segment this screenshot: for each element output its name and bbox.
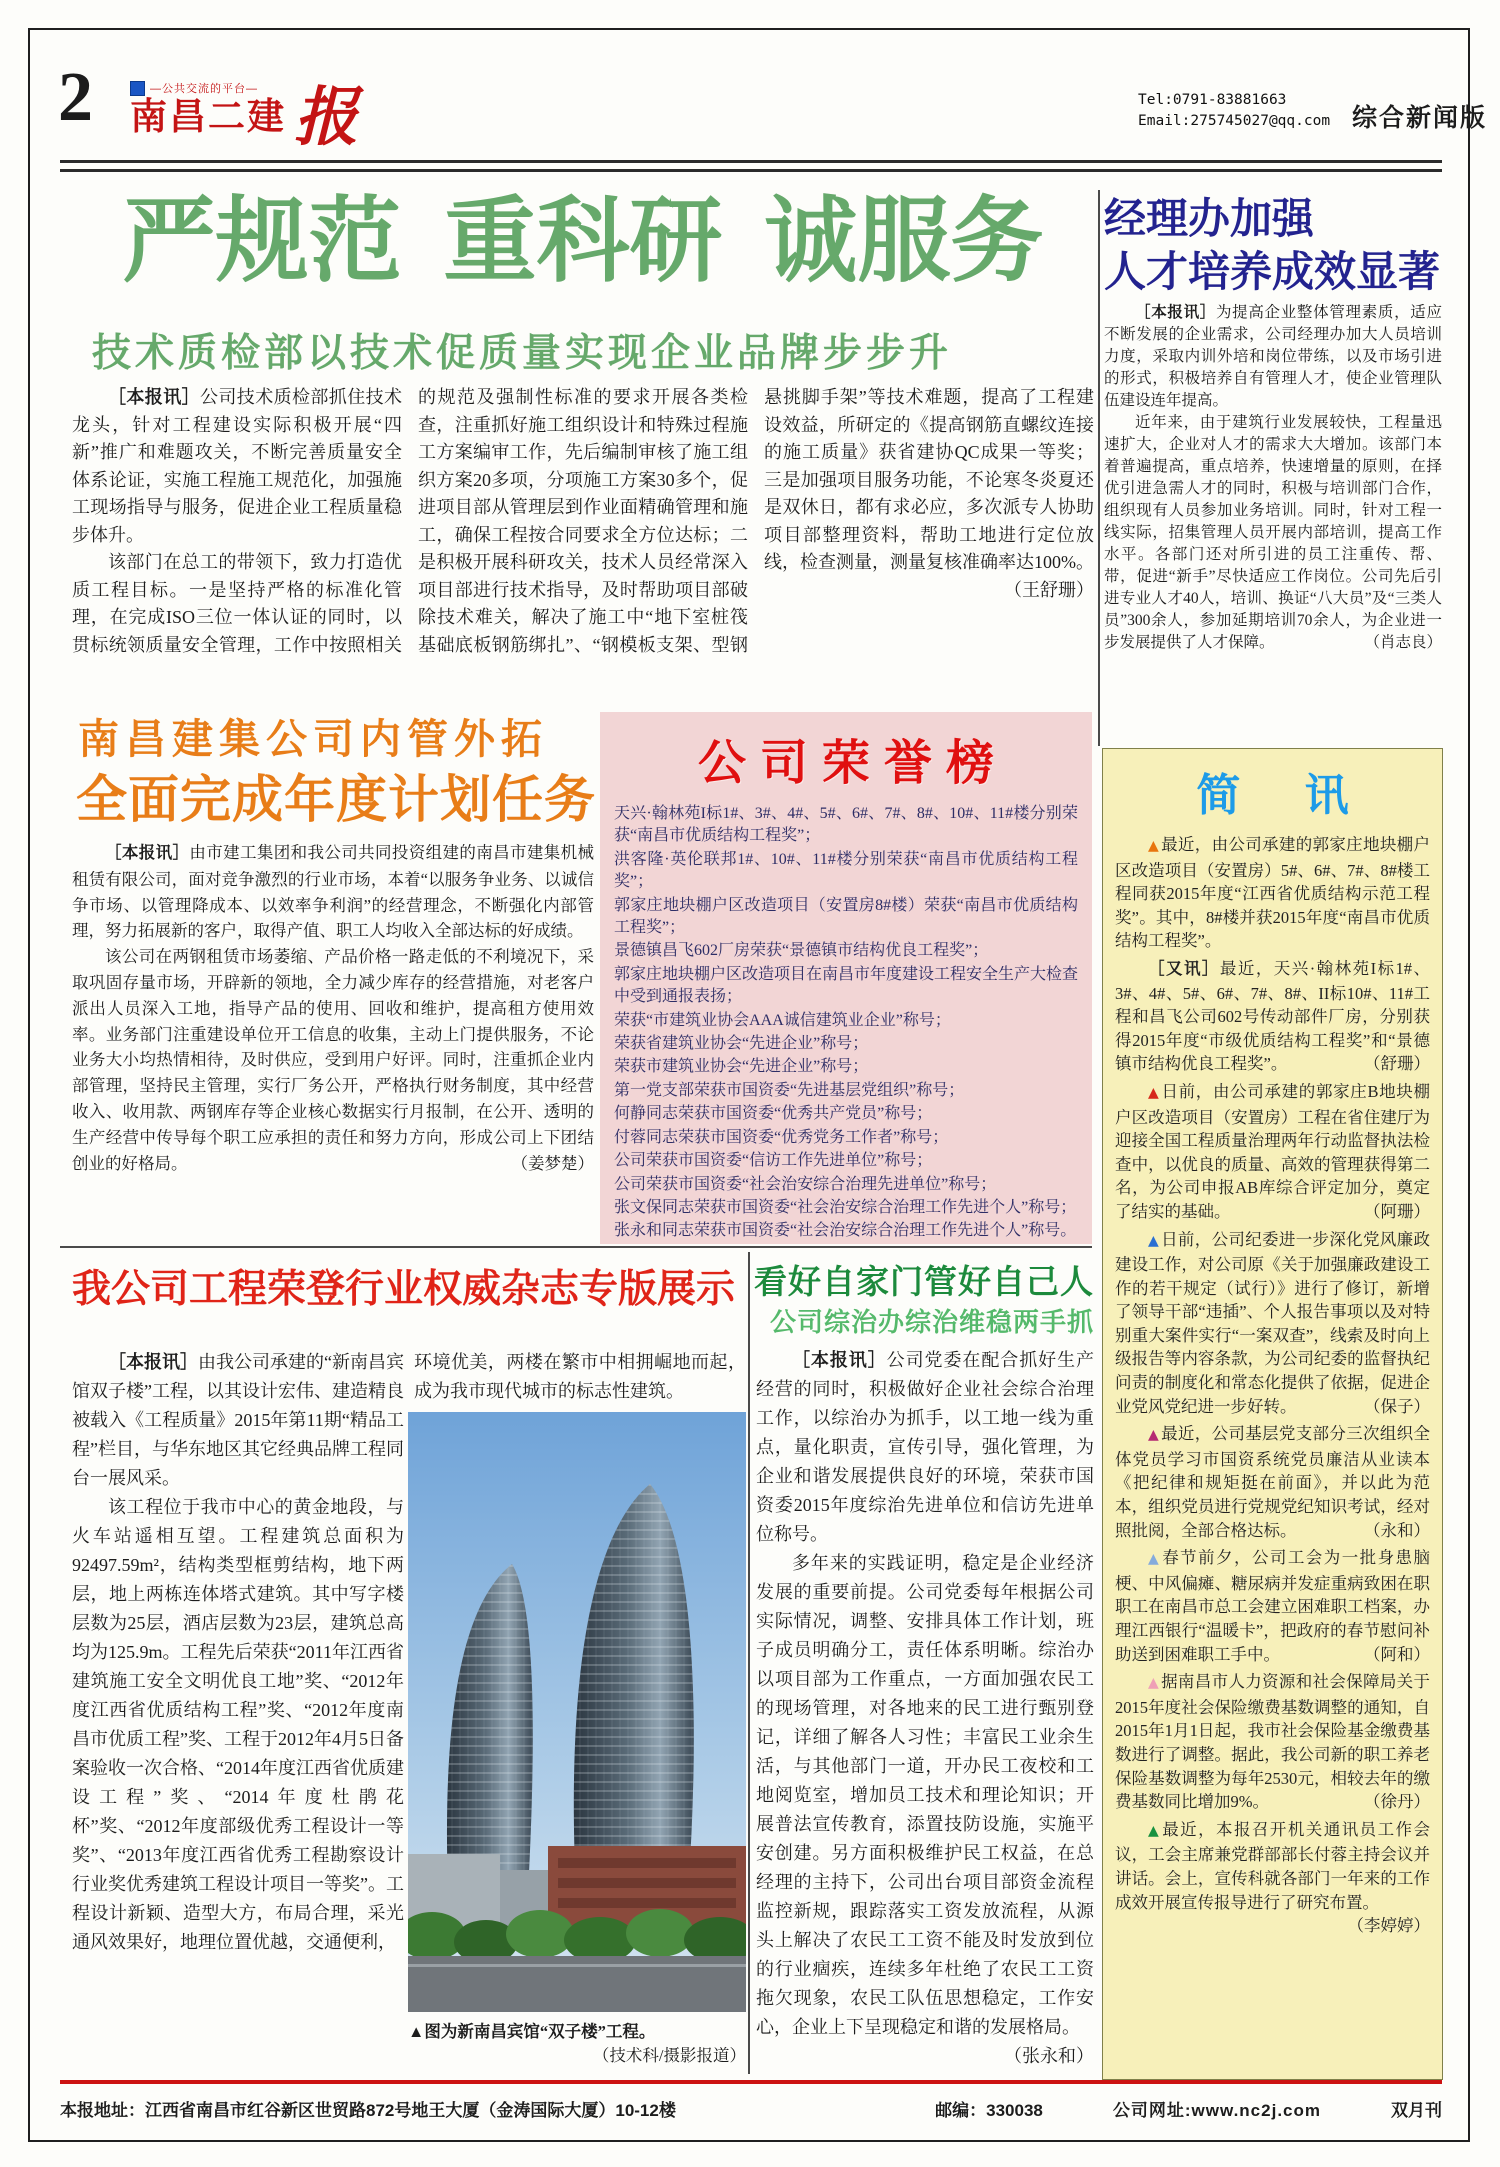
footer-postcode: 邮编：330038 (935, 2101, 1043, 2120)
lead-subheadline: 技术质检部以技术促质量实现企业品牌步步升 (92, 332, 953, 375)
brief-text: 最近，公司基层党支部分三次组织全体党员学习市国资系统党员廉洁从业读本《把纪律和规矩挺在前面》，并以此为范本，组织党员进行党规党纪知识考试，经对照批阅，全部合格达标。 (1115, 1424, 1430, 1540)
zongzhi-subheadline: 公司综治办综治维稳两手抓 (770, 1307, 1095, 1337)
jianji-headline: 全面完成年度计划任务 (76, 771, 597, 828)
brief-text: 最近，本报召开机关通讯员工作会议，工会主席兼党群部部长付蓉主持会议并讲话。会上，宣传科就各部门一年来的工作成效开展宣传报导进行了研究布置。 (1115, 1819, 1430, 1912)
brief-lede: ［又讯］ (1148, 959, 1220, 978)
honor-item: 郭家庄地块棚户区改造项目在南昌市年度建设工程安全生产大检查中受到通报表扬； (614, 965, 1079, 1006)
honor-item: 景德镇昌飞602厂房荣获“景德镇市结构优良工程奖”； (614, 942, 989, 960)
magazine-text-1: 由我公司承建的“新南昌宾馆双子楼”工程，以其设计宏伟、建造精良被载入《工程质量》2015年第11期“精品工程”栏目，与华东地区其它经典品牌工程同台一展风采。 (72, 1352, 404, 1488)
honor-item: 荣获市建筑业协会“先进企业”称号； (614, 1058, 869, 1076)
honor-item: 天兴·翰林苑I标1#、3#、4#、5#、6#、7#、8#、10#、11#楼分别荣获“南昌市优质结构工程奖”； (614, 805, 1078, 845)
bullet-triangle-icon: ▲ (1148, 1427, 1160, 1444)
lead-text-2: 该部门在总工的带领下，致力打造优质工程目标。一是坚持严格的标准化管理，在完成ISO三位一体认证的同时，以贯标统领质量安全管理，工作中按照相关的规范及强制性标准的要求开展各类检查，注重抓好施工组织设计和特殊过程施工方案编审工作，先后编制审核了施工组织方案20多项，分项施工方案30多个，促进项目部从管理层到作业面精确管理和施工，确保工程按合同要求全方位达标；二是积极开展科研攻关，技术人员经常深入项目部进行技术指导，及时帮助项目部破除技术难关，解决了施工中“地下室桩筏基础底板钢筋绑扎”、“钢模板支架、型钢悬挑脚手架”等技术难题，提高了工程建设效益，所研定的《提高钢筋直螺纹连接的施工质量》获省建协QC成果一等奖；三是加强项目服务功能，不论寒冬炎夏还是双休日，都有求必应，多次派专人协助项目部整理资料，帮助工地进行定位放线，检查测量，测量复核准确率达100%。 (72, 387, 1094, 655)
brief-item (1115, 1670, 1430, 1814)
brief-byline: （李婷婷） (1347, 1916, 1430, 1936)
header-rule (60, 160, 1442, 172)
manager-headline-line2: 人才培养成效显著 (1104, 248, 1441, 295)
magazine-paragraph-2 (72, 1493, 404, 1957)
brief-text: 日前，由公司承建的郭家庄B地块棚户区改造项目（安置房）工程在省住建厅为迎接全国工程质量治理两年行动监督执法检查中，以优良的质量、高效的管理获得第二名，为公司申报AB库综合评定加分，奠定了结实的基础。 (1115, 1081, 1430, 1221)
contact-block (1138, 90, 1330, 132)
zongzhi-text-2: 多年来的实践证明，稳定是企业经济发展的重要前提。公司党委每年根据公司实际情况，调整、安排具体工作计划，班子成员明确分工，责任体系明晰。综治办以项目部为工作重点，一方面加强农民工的现场管理，对各地来的民工进行甄别登记，详细了解各人习性；丰富民工业余生活，与其他部门一道，开办民工夜校和工地阅览室，增加员工技术和理论知识；开展普法宣传教育，添置技防设施，实施平安创建。另方面积极维护民工权益，在总经理的主持下，公司出台项目部资金流程监控新规，跟踪落实工资发放流程，从源头上解决了农民工工资不能及时发放到位的行业痼疾，连续多年杜绝了农民工工资拖欠现象，农民工队伍思想稳定，工作安心，企业上下呈现稳定和谐的发展格局。 (756, 1553, 1094, 2037)
honor-item: 何静同志荣获市国资委“优秀共产党员”称号； (614, 1105, 933, 1123)
honor-item: 荣获省建筑业协会“先进企业”称号； (614, 1035, 869, 1053)
honor-box (600, 712, 1092, 1244)
manager-text-2: 近年来，由于建筑行业发展较快，工程量迅速扩大，企业对人才的需求大大增加。该部门本着普遍提高，重点培养，快速增量的原则，在择优引进急需人才的同时，积极与培训部门合作，组织现有人员参加业务培训。同时，针对工程一线实际，招集管理人员开展内部培训，提高工作水平。各部门还对所引进的员工注重传、帮、带，促进“新手”尽快适应工作岗位。公司先后引进专业人才40人，培训、换证“八大员”及“三类人员”300余人，参加延期培训70余人，为企业进一步发展提供了人才保障。 (1104, 414, 1442, 651)
magazine-paragraph-1 (72, 1348, 404, 1493)
lead-paragraph-1 (72, 384, 402, 549)
brief-item (1115, 1546, 1430, 1666)
jianji-paragraph-1 (72, 840, 594, 944)
brief-byline: （永和） (1364, 1520, 1430, 1540)
honor-title: 公司荣誉榜 (697, 737, 1008, 790)
zongzhi-article-body (756, 1346, 1094, 2072)
contact-email: Email:275745027@qq.com (1138, 113, 1331, 129)
contact-tel: Tel:0791-83881663 (1138, 92, 1287, 108)
caption-credit: （技术科/摄影报道） (592, 2046, 746, 2065)
lead-text-1: 公司技术质检部抓住技术龙头，针对工程建设实际积极开展“四新”推广和难题攻关，不断完善质量安全体系论证，实施工程施工规范化，加强施工现场指导与服务，促进企业工程质量稳步体升。 (72, 387, 402, 545)
manager-headline-line1: 经理办加强 (1104, 195, 1315, 242)
lead-headline: 严规范 重科研 诚服务 (122, 189, 1044, 293)
photo-caption (408, 2020, 746, 2068)
lead-lede: ［本报讯］ (108, 387, 200, 407)
honor-item: 洪客隆·英伦联邦1#、10#、11#楼分别荣获“南昌市优质结构工程奖”； (614, 850, 1078, 891)
zongzhi-byline: （张永和） (1004, 2046, 1094, 2066)
manager-article-body (1104, 302, 1442, 744)
magazine-text-2: 该工程位于我市中心的黄金地段，与火车站遥相互望。工程建筑总面积为92497.59m²，结构类型框剪结构，地下两层，地上两栋连体塔式建筑。其中写字楼层数为25层，酒店层数为23层，建筑总高均为125.9m。工程先后荣获“2011年江西省建筑施工安全文明优良工地”奖、“2012年度江西省优质结构工程”奖、“2012年度南昌市优质工程”奖、工程于2012年4月5日备案验收一次合格、“2014年度江西省优质建设工程”奖、“2014年度杜鹃花杯”奖、“2012年度部级优秀工程设计一等奖”、“2013年度江西省优秀工程勘察设计行业奖优秀建筑工程设计项目一等奖”。工程设计新颖、造型大方，布局合理，采光通风效果好，地理位置优越，交通便利， (72, 1497, 404, 1952)
zongzhi-paragraph-2 (756, 1549, 1094, 2066)
lead-byline: （王舒珊） (1004, 579, 1094, 600)
brief-text: 最近，天兴·翰林苑I标1#、3#、4#、5#、6#、7#、8#、II标10#、11#工程和昌飞公司602号传动部件厂房，分别获得2015年度“市级优质结构工程奖”和“景德镇市结构优良工程奖”。 (1115, 958, 1430, 1074)
magazine-headline: 我公司工程荣登行业权威杂志专版展示 (72, 1268, 736, 1311)
brief-item (1115, 1422, 1430, 1542)
masthead-name: 南昌二建 (130, 96, 286, 137)
brief-item (1115, 1228, 1430, 1419)
brief-text: 春节前夕，公司工会为一批身患脑梗、中风偏瘫、糖尿病并发症重病致困在职职工在南昌市总工会建立困难职工档案，办理江西银行“温暖卡”，把政府的春节慰问补助送到困难职工手中。 (1115, 1548, 1430, 1664)
caption-text: ▲图为新南昌宾馆“双子楼”工程。 (408, 2022, 656, 2041)
bullet-triangle-icon: ▲ (1148, 1232, 1160, 1249)
bullet-triangle-icon: ▲ (1148, 1551, 1161, 1568)
masthead-logo-icon (130, 81, 145, 96)
brief-byline: （徐丹） (1364, 1792, 1430, 1812)
edition-label: 综合新闻版 (1352, 104, 1488, 132)
brief-item (1115, 833, 1430, 953)
honor-item: 付蓉同志荣获市国资委“优秀党务工作者”称号； (614, 1128, 949, 1146)
brief-byline: （阿和） (1364, 1644, 1430, 1664)
masthead-bao: 报 (294, 82, 358, 153)
zongzhi-paragraph-1 (756, 1346, 1094, 1549)
honor-item: 郭家庄地块棚户区改造项目（安置房8#楼）荣获“南昌市优质结构工程奖”； (614, 896, 1078, 937)
brief-text: 据南昌市人力资源和社会保障局关于2015年度社会保险缴费基数调整的通知，自2015年1月1日起，我市社会保险基金缴费基数进行了调整。据此，我公司新的职工养老保险基数调整为每年2530元，相较去年的缴费基数同比增加9%。 (1115, 1672, 1430, 1812)
bullet-triangle-icon: ▲ (1148, 838, 1160, 854)
honor-item: 公司荣获市国资委“信访工作先进单位”称号； (614, 1152, 933, 1170)
manager-text-1: 为提高企业整体管理素质，适应不断发展的企业需求，公司经理办加大人员培训力度，采取内训外培和岗位带练，以及市场引进的形式，积极培养自有管理人才，使企业管理队伍建设连年提高。 (1104, 304, 1442, 409)
vertical-divider-bottom (748, 1252, 750, 2074)
brief-item (1115, 1818, 1430, 1936)
lead-article-body (72, 384, 1094, 716)
zongzhi-lede: ［本报讯］ (792, 1350, 887, 1370)
twin-towers-illustration (408, 1412, 746, 2012)
bullet-triangle-icon: ▲ (1148, 1675, 1160, 1692)
manager-lede: ［本报讯］ (1135, 304, 1216, 321)
zongzhi-text-1: 公司党委在配合抓好生产经营的同时，积极做好企业社会综合治理工作，以综治办为抓手，以工地一线为重点，量化职责，宣传引导，强化管理，为企业和谐发展提供良好的环境，荣获市国资委2015年度综治先进单位和信访先进单位称号。 (756, 1350, 1094, 1544)
brief-text: 日前，公司纪委进一步深化党风廉政建设工作，对公司原《关于加强廉政建设工作的若干规定（试行）》进行了修订，新增了领导干部“违插”、个人报告事项以及对特别重大案件实行“一案双查”，线索及时向上级报告等内容条款，为公司纪委的监督执纪问责的制度化和常态化提供了依据，促进企业党风党纪进一步好转。 (1115, 1229, 1430, 1416)
masthead-tagline: —公共交流的平台— (150, 83, 258, 95)
footer-address: 本报地址：江西省南昌市红谷新区世贸路872号地王大厦（金涛国际大厦）10-12楼 (60, 2101, 676, 2120)
footer-frequency: 双月刊 (1391, 2101, 1442, 2120)
zongzhi-headline: 看好自家门管好自己人 (754, 1263, 1094, 1300)
briefs-box (1102, 748, 1443, 2080)
manager-paragraph-2 (1104, 412, 1442, 654)
section-divider (60, 1246, 1092, 1248)
jianji-byline: （姜梦楚） (511, 1153, 594, 1173)
jianji-lede: ［本报讯］ (105, 844, 190, 862)
masthead (130, 80, 358, 153)
honor-item: 荣获“市建筑业协会AAA诚信建筑业企业”称号； (614, 1011, 951, 1029)
brief-item (1115, 1080, 1430, 1224)
bullet-triangle-icon: ▲ (1148, 1084, 1160, 1101)
brief-byline: （舒珊） (1364, 1054, 1430, 1074)
brief-item (1115, 957, 1430, 1076)
manager-paragraph-1 (1104, 302, 1442, 412)
briefs-title: 简 讯 (1196, 771, 1375, 820)
magazine-lede: ［本报讯］ (108, 1352, 198, 1372)
honor-item: 公司荣获市国资委“社会治安综合治理先进单位”称号； (614, 1175, 997, 1193)
jianji-kicker: 南昌建集公司内管外拓 (78, 716, 548, 762)
honor-item: 第一党支部荣获市国资委“先进基层党组织”称号； (614, 1081, 965, 1099)
brief-text: 最近，由公司承建的郭家庄地块棚户区改造项目（安置房）5#、6#、7#、8#楼工程同获2015年度“江西省优质结构示范工程奖”。其中，8#楼并获2015年度“南昌市优质结构工程奖”。 (1115, 835, 1430, 951)
brief-byline: （阿珊） (1364, 1201, 1430, 1221)
magazine-paragraph-2-cont: 环境优美，两楼在繁市中相拥崛地而起，成为我市现代城市的标志性建筑。 (414, 1352, 746, 1401)
jianji-paragraph-2 (72, 944, 594, 1176)
twin-towers-photo (408, 1412, 746, 2012)
footer-website: 公司网址:www.nc2j.com (1112, 2101, 1321, 2120)
manager-byline: （肖志良） (1364, 634, 1442, 651)
footer (60, 2096, 1442, 2121)
magazine-column-1 (72, 1348, 404, 2072)
manager-headline (1104, 192, 1442, 298)
honor-item: 张文保同志荣获市国资委“社会治安综合治理工作先进个人”称号； (614, 1198, 1077, 1216)
bullet-triangle-icon: ▲ (1148, 1822, 1161, 1839)
bottom-red-rule (60, 2080, 1442, 2084)
brief-byline: （保子） (1364, 1396, 1430, 1416)
honor-item: 张永和同志荣获市国资委“社会治安综合治理工作先进个人”称号。 (614, 1222, 1077, 1240)
jianji-article-body (72, 840, 594, 1242)
page-number: 2 (58, 59, 93, 136)
magazine-column-2 (414, 1348, 746, 1408)
jianji-text-2: 该公司在两钢租赁市场萎缩、产品价格一路走低的不利境况下，采取巩固存量市场，开辟新的领地，全力减少库存的经营措施，对老客户派出人员深入工地，指导产品的使用、回收和维护，提高租方使用效率。业务部门注重建设单位开工信息的收集，主动上门提供服务，不论业务大小均热情相待，及时供应，受到用户好评。同时，注重抓企业内部管理，坚持民主管理，实行厂务公开，严格执行财务制度，其中经营收入、收用款、两钢库存等企业核心数据实行月报制，在公开、透明的生产经营中传导每个职工应承担的责任和努力方向，形成公司上下团结创业的好格局。 (72, 947, 594, 1173)
vertical-divider-right-column (1098, 190, 1100, 746)
jianji-text-1: 由市建工集团和我公司共同投资组建的南昌市建集机械租赁有限公司，面对竞争激烈的行业市场，本着“以服务争业务、以诚信争市场、以管理降成本、以效率争利润”的经营理念，不断强化内部管理，努力拓展新的客户，取得产值、职工人均收入全部达标的好成绩。 (72, 843, 594, 941)
